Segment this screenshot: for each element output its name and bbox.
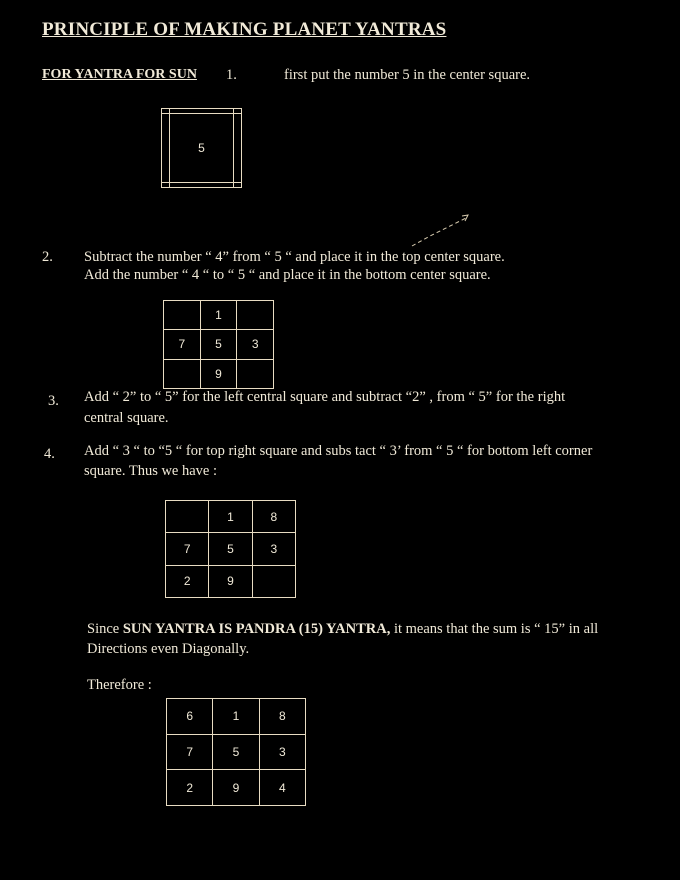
conclusion-line-2: Directions even Diagonally.	[87, 641, 250, 657]
grid-cell	[162, 183, 170, 188]
grid-cell	[233, 113, 241, 183]
step-2-number: 2.	[42, 249, 53, 265]
conclusion-line-1	[87, 620, 598, 638]
step-1-text: first put the number 5 in the center square.	[284, 67, 531, 83]
grid-cell: 2	[167, 770, 213, 806]
grid-cell: 3	[259, 734, 305, 770]
step-3-text-line-2: central square.	[84, 410, 169, 426]
grid-cell	[170, 183, 233, 188]
grid-cell: 1	[209, 501, 252, 533]
grid-cell: 9	[213, 770, 259, 806]
pen-stroke-mark	[408, 212, 472, 252]
step-3-text-line-1: Add “ 2” to “ 5” for the left central square and subtract “2” , from “ 5” for the right	[84, 389, 566, 405]
grid-cell: 3	[237, 330, 274, 359]
grid-cell	[252, 565, 295, 597]
grid-cell: 5	[209, 533, 252, 565]
grid-cell: 5	[213, 734, 259, 770]
yantra-grid-step-2	[163, 300, 274, 389]
grid-cell: 7	[164, 330, 201, 359]
grid-cell: 5	[170, 113, 233, 183]
sun-yantra-heading: FOR YANTRA FOR SUN	[42, 67, 197, 82]
grid-cell	[164, 301, 201, 330]
step-2-text-line-1: Subtract the number “ 4” from “ 5 “ and place it in the top center square.	[84, 249, 505, 265]
step-4-text-line-1: Add “ 3 “ to “5 “ for top right square and subs tact “ 3’ from “ 5 “ for bottom left corner	[84, 443, 593, 459]
grid-cell: 4	[259, 770, 305, 806]
yantra-grid-step-4	[165, 500, 296, 598]
grid-cell: 2	[166, 565, 209, 597]
grid-cell: 3	[252, 533, 295, 565]
grid-cell: 1	[200, 301, 237, 330]
grid-cell: 8	[259, 699, 305, 735]
grid-cell: 7	[166, 533, 209, 565]
grid-cell	[164, 359, 201, 388]
conclusion-post: it means that the sum is “ 15” in all	[390, 621, 599, 637]
grid-cell	[233, 183, 241, 188]
step-3-number: 3.	[48, 393, 59, 409]
conclusion-pre: Since	[87, 621, 123, 637]
grid-cell: 8	[252, 501, 295, 533]
yantra-grid-step-1	[161, 108, 242, 188]
grid-cell: 6	[167, 699, 213, 735]
grid-cell	[237, 301, 274, 330]
step-1-number: 1.	[226, 67, 237, 83]
step-2-text-line-2: Add the number “ 4 “ to “ 5 “ and place it in the bottom center square.	[84, 267, 491, 283]
step-4-number: 4.	[44, 446, 55, 462]
grid-cell: 9	[200, 359, 237, 388]
step-4-text-line-2: square. Thus we have :	[84, 463, 218, 479]
grid-cell	[162, 113, 170, 183]
grid-cell: 1	[213, 699, 259, 735]
grid-cell: 9	[209, 565, 252, 597]
grid-cell	[237, 359, 274, 388]
page-title: PRINCIPLE OF MAKING PLANET YANTRAS	[42, 19, 447, 40]
grid-cell: 5	[200, 330, 237, 359]
conclusion-bold: SUN YANTRA IS PANDRA (15) YANTRA,	[122, 621, 391, 637]
therefore-label: Therefore :	[87, 677, 152, 693]
yantra-grid-final	[166, 698, 306, 806]
grid-cell	[166, 501, 209, 533]
grid-cell: 7	[167, 734, 213, 770]
